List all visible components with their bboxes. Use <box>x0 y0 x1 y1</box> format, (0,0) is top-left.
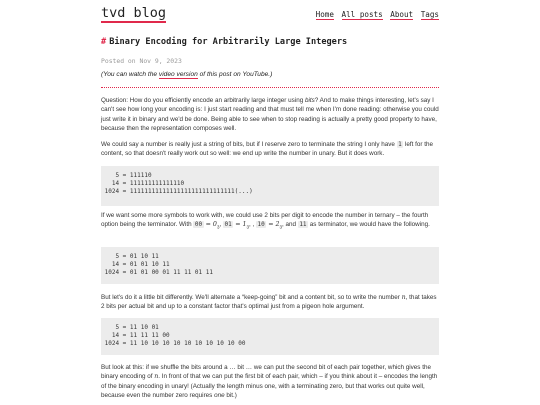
code2-line: 5 = 01 10 11 <box>101 253 159 260</box>
nav-home[interactable]: Home <box>315 10 334 19</box>
p3-math-3: = 2 <box>266 221 280 229</box>
p1-bits-em: bits <box>304 97 315 104</box>
yt-before: (You can watch the <box>101 71 159 78</box>
code-block-unary <box>101 166 439 206</box>
header-divider <box>101 87 439 88</box>
code2-line: 14 = 01 01 10 11 <box>101 261 170 269</box>
code-block-ternary <box>101 247 439 284</box>
code1-line: 1024 = 11111111111111111111111111111(...) <box>101 188 253 196</box>
paragraph-shuffle <box>101 363 439 401</box>
code3-line: 1024 = 11 10 10 10 10 10 10 10 10 10 00 <box>101 340 246 348</box>
p2-text-b: left for the content, so that doesn't really work out so well: we end up write the number in unary. But it does work. <box>101 141 434 158</box>
p1-text-b: ? And to make things interesting, let's say I can't see how long your encoding is: I just start reading and that must tell me when I'm done reading: otherwise you could just write it in binary and we'd be done. Being able to see when to stop reading is actually a pretty good property to have, because then the representation composes well. <box>101 97 439 133</box>
code3-line: 5 = 11 10 01 <box>101 324 159 331</box>
post-date: Posted on Nov 9, 2023 <box>101 57 182 65</box>
code1-line: 5 = 111110 <box>101 172 152 179</box>
nav-all-posts[interactable]: All posts <box>341 10 383 19</box>
p3-code-01: 01 <box>224 221 232 229</box>
p1-text-a: Question: How do you efficiently encode an arbitrarily large integer using <box>101 97 305 104</box>
code2-line: 1024 = 01 01 00 01 11 11 01 11 <box>101 269 213 277</box>
p5-math-n: n <box>154 373 159 381</box>
p3-math-1: = 0 <box>203 221 217 229</box>
p2-text-a: We could say a number is really just a string of bits, but if I reserve zero to terminate the string I only have <box>101 141 397 148</box>
p3-text-a: If we want some more symbols to work with, we could use 2 bits per digit to encode the number in ternary – the fourth option being the terminator. With <box>101 212 429 229</box>
post-title-text: Binary Encoding for Arbitrarily Large Integers <box>109 37 348 47</box>
paragraph-unary <box>101 140 439 159</box>
video-version-link[interactable]: video version <box>158 71 198 78</box>
p3-math-2: = 1 <box>233 221 247 229</box>
p3-sub-1: 3 <box>216 224 220 230</box>
code-block-keep-going <box>101 318 439 355</box>
p3-text-b: as terminator, we would have the following. <box>308 221 430 229</box>
p4-math-n: n <box>401 294 406 301</box>
page-container <box>101 0 439 400</box>
p5-one-em: one <box>214 392 225 400</box>
youtube-note <box>101 71 272 78</box>
paragraph-ternary <box>101 211 439 232</box>
p3-sep-2: , , <box>249 221 256 229</box>
code3-line: 14 = 11 11 11 00 <box>101 332 170 340</box>
code1-line: 14 = 111111111111110 <box>101 180 185 188</box>
nav-about[interactable]: About <box>390 10 414 19</box>
paragraph-question <box>101 96 439 134</box>
main-nav <box>313 10 439 20</box>
p4-text-a: But let's do it a little bit differently. We'll alternate a “keep-going” bit and a content bit, so to write the number <box>101 294 402 301</box>
p3-sep-1: , <box>219 221 223 229</box>
paragraph-keep-going <box>101 293 439 312</box>
p3-code-00: 00 <box>194 221 203 229</box>
p5-text-b: . In front of that we can put the first bit of each pair, which – if you think about it – encodes the length of the binary encoding in unary! (Actually the length minus one, with a terminating zero, but that works out quite well, because even the number zero requires <box>101 373 438 400</box>
site-header <box>101 0 439 28</box>
p5-text-a: But look at this: if we shuffle the bits around a … bit … we can put the second bit of each pair together, which gives the binary encoding of <box>101 364 431 381</box>
p3-sep-3: , and <box>282 221 298 229</box>
title-hash: # <box>101 37 107 47</box>
p2-inline-code: 1 <box>398 141 402 148</box>
nav-tags[interactable]: Tags <box>420 10 439 19</box>
p3-code-11: 11 <box>299 221 307 229</box>
p4-text-b: , that takes 2 bits per actual bit and up to a constant factor that's optimal just from a pigeon hole argument. <box>101 294 437 311</box>
p5-text-c: bit.) <box>224 392 237 400</box>
yt-after: of this post on YouTube.) <box>197 71 273 78</box>
site-title-link[interactable]: tvd blog <box>101 5 167 21</box>
p3-code-10: 10 <box>257 221 265 229</box>
post-title <box>101 37 347 47</box>
p3-sub-2: 3 <box>246 224 249 230</box>
p3-sub-3: 3 <box>279 224 283 230</box>
